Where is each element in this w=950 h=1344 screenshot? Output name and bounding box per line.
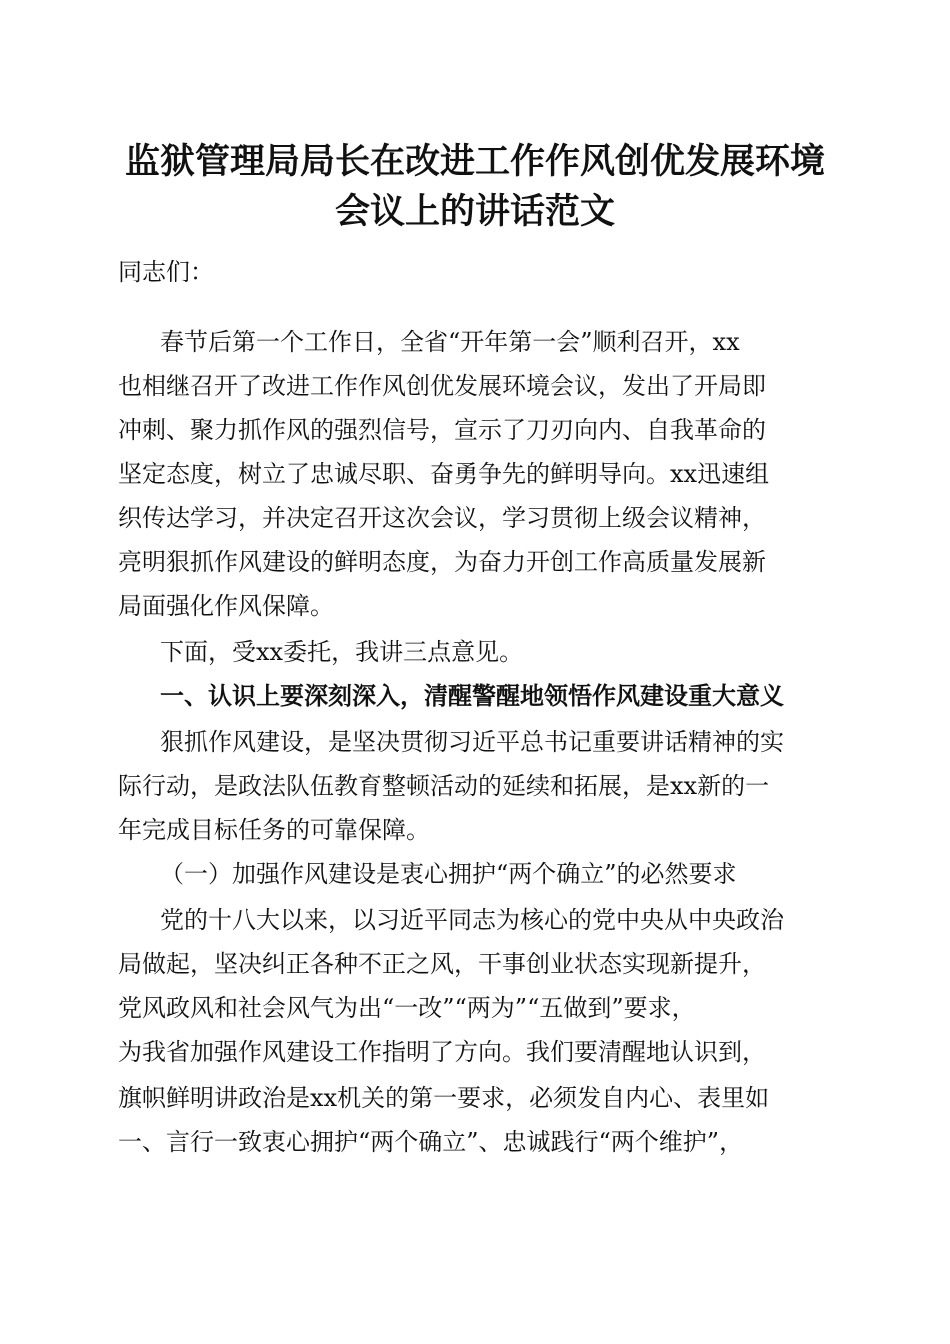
paragraph-line: 一、言行一致衷心拥护“两个确立”、忠诚践行“两个维护”， [118, 1128, 744, 1156]
subsection-heading: （一）加强作风建设是衷心拥护“两个确立”的必然要求 [160, 860, 737, 888]
paragraph-line: 下面，受xx委托，我讲三点意见。 [160, 638, 524, 666]
paragraph-line: 年完成目标任务的可靠保障。 [118, 816, 430, 844]
paragraph-line: 春节后第一个工作日，全省“开年第一会”顺利召开，xx [160, 328, 740, 356]
document-title-line-1: 监狱管理局局长在改进工作作风创优发展环境 [124, 141, 825, 182]
paragraph-line: 冲刺、聚力抓作风的强烈信号，宣示了刀刃向内、自我革命的 [118, 416, 766, 444]
paragraph-line: 亮明狠抓作风建设的鲜明态度，为奋力开创工作高质量发展新 [118, 548, 766, 576]
section-heading: 一、认识上要深刻深入，清醒警醒地领悟作风建设重大意义 [160, 681, 784, 710]
paragraph-line: 党的十八大以来，以习近平同志为核心的党中央从中央政治 [160, 906, 784, 934]
paragraph-line: 坚定态度，树立了忠诚尽职、奋勇争先的鲜明导向。xx迅速组 [118, 460, 770, 488]
paragraph-line: 织传达学习，并决定召开这次会议，学习贯彻上级会议精神， [118, 504, 766, 532]
salutation: 同志们： [118, 258, 214, 286]
paragraph-line: 为我省加强作风建设工作指明了方向。我们要清醒地认识到， [118, 1038, 766, 1066]
paragraph-line: 党风政风和社会风气为出“一改”“两为”“五做到”要求， [118, 994, 696, 1022]
paragraph-line: 局做起，坚决纠正各种不正之风，干事创业状态实现新提升， [118, 950, 766, 978]
paragraph-line: 狠抓作风建设，是坚决贯彻习近平总书记重要讲话精神的实 [160, 728, 784, 756]
paragraph-line: 际行动，是政法队伍教育整顿活动的延续和拓展，是xx新的一 [118, 772, 770, 800]
paragraph-line: 旗帜鲜明讲政治是xx机关的第一要求，必须发自内心、表里如 [118, 1084, 770, 1112]
paragraph-line: 也相继召开了改进工作作风创优发展环境会议，发出了开局即 [118, 372, 766, 400]
paragraph-line: 局面强化作风保障。 [118, 592, 334, 620]
document-title-line-2: 会议上的讲话范文 [334, 191, 615, 232]
